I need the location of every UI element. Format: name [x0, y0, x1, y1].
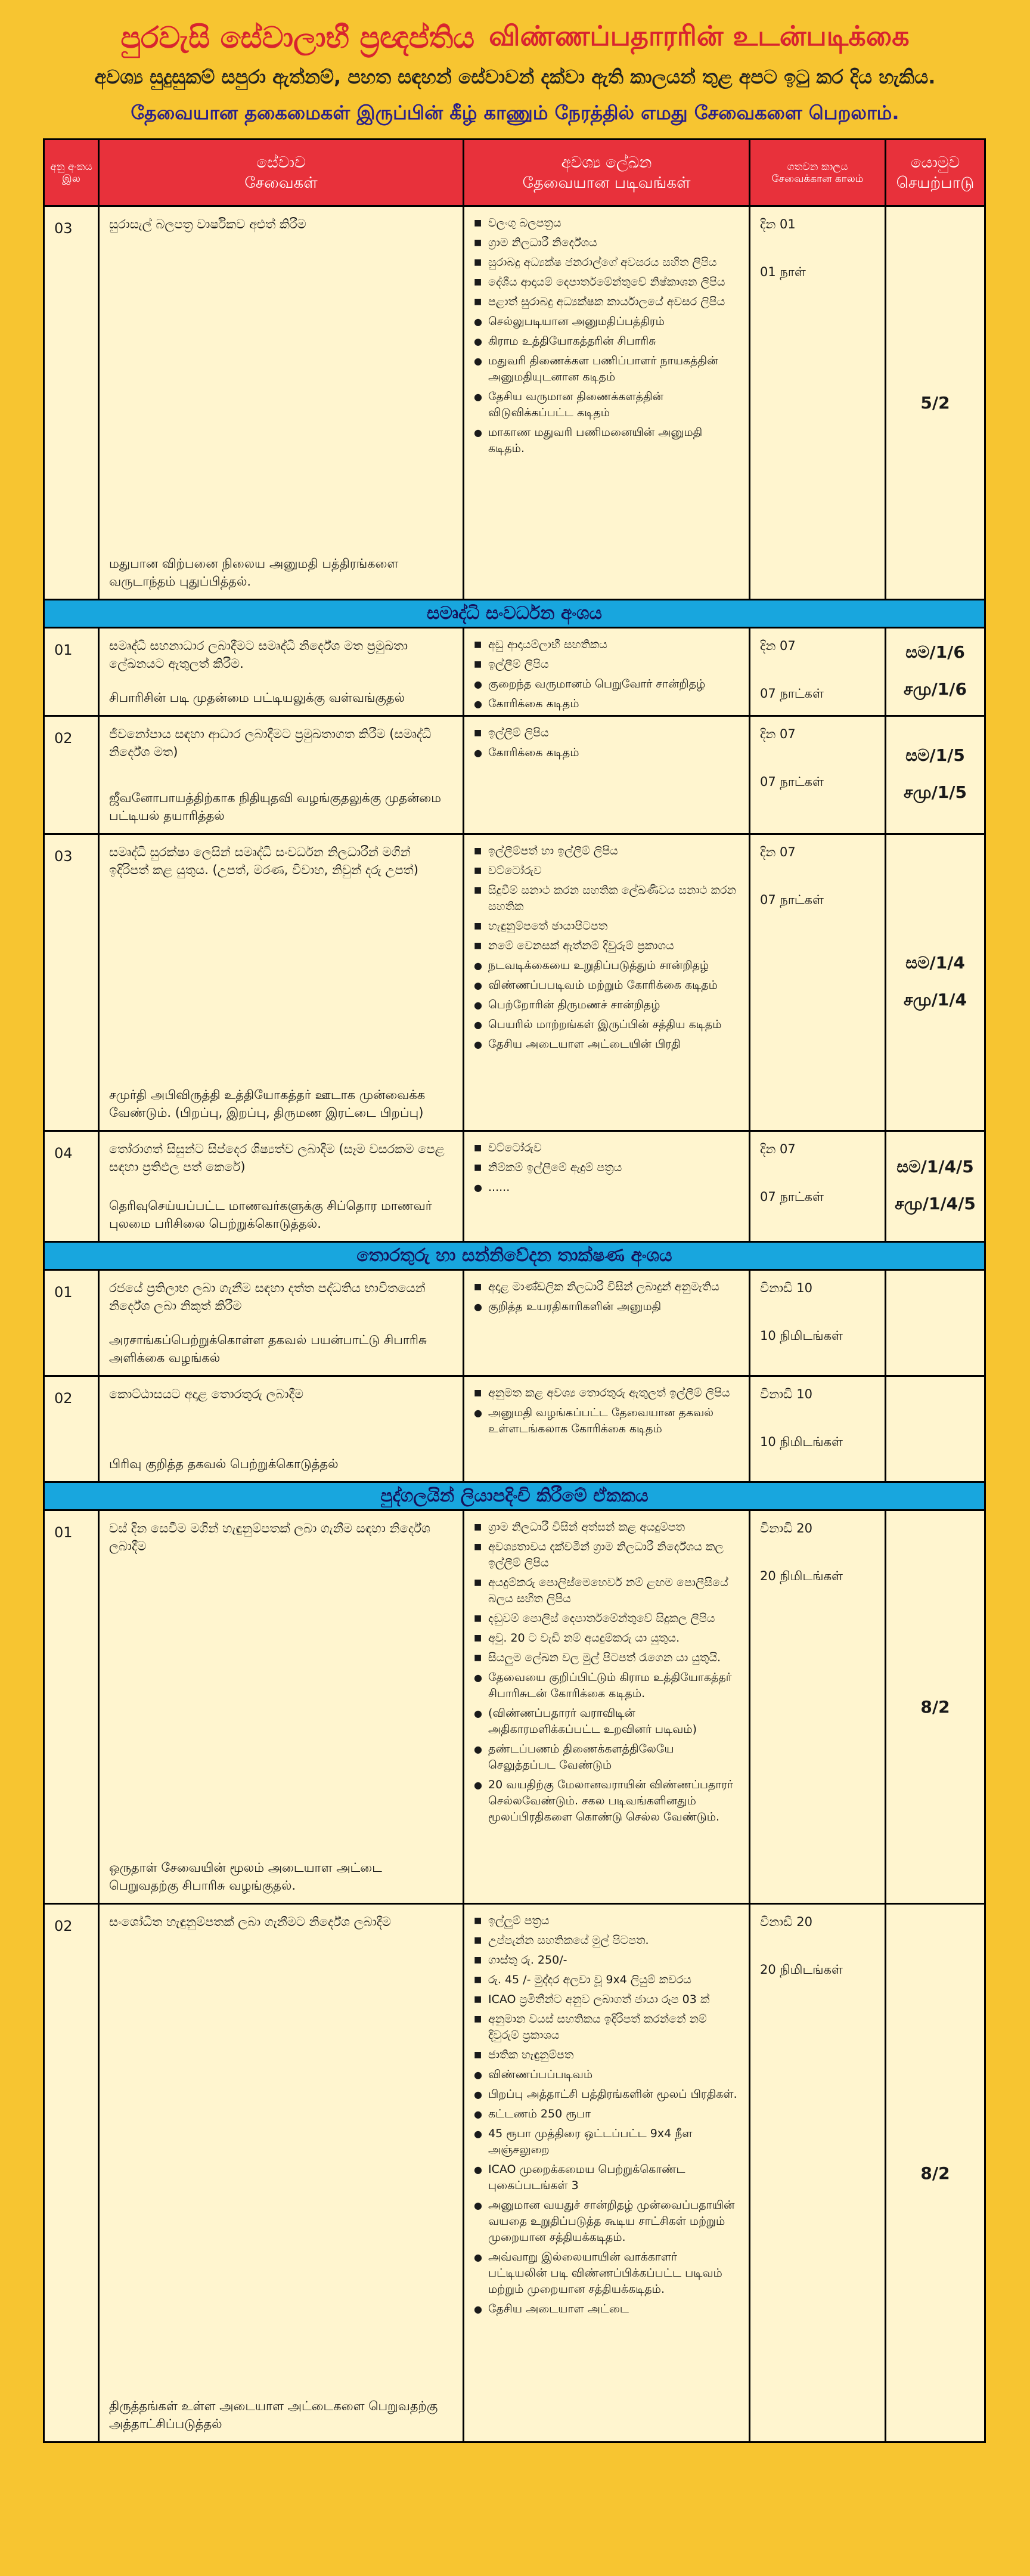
document-item-si: ■ ග්‍රාම නිලධාරී නිර්දේශය	[474, 235, 739, 251]
document-item-ta: ● 45 ரூபா முத்திரை ஒட்டப்பட்ட 9x4 நீள அஞ்சலுறை	[474, 2126, 739, 2158]
time-cell	[750, 1271, 886, 1375]
row-number: 01	[45, 1271, 100, 1375]
time-column	[760, 1519, 875, 1894]
documents-list	[474, 1385, 739, 1437]
table-row	[45, 1271, 984, 1377]
service-sinhala: සමෘද්ධි සහනාධාර ලබාදීමට සමෘද්ධි නිර්දේශ මත ප්‍රමුඛතා ලේඛනයට ඇතුලත් කිරීම.	[109, 639, 408, 671]
service-cell	[100, 628, 464, 715]
reference-code: சமு/1/6	[903, 679, 967, 699]
document-item-si: ■ ජාතික හැඳුනුම්පත	[474, 2047, 739, 2063]
document-item-si: ■ අවශ්‍යතාවය දක්වමින් ග්‍රාම නිලධාරී නිර්දේශය කල ඉල්ලීම් ලිපිය	[474, 1539, 739, 1571]
table-row	[45, 1132, 984, 1243]
table-row	[45, 835, 984, 1132]
intro-tamil: தேவையான தகைமைகள் இருப்பின் கீழ் காணும் நேரத்தில் எமது சேவைகளை பெறலாம்.	[131, 101, 899, 124]
service-sinhala: සංශෝධිත හැඳුනුම්පතක් ලබා ගැනීමට නිර්දේශ ලබාදීම	[109, 1915, 392, 1929]
document-item-si: ■ ගාස්තු රු. 250/-	[474, 1952, 739, 1968]
time-tamil: 07 நாட்கள்	[760, 1190, 824, 1204]
document-item-ta: ● கிராம உத்தியோகத்தரின் சிபாரிசு	[474, 333, 739, 349]
document-item-ta: ● விண்ணப்பபடிவம் மற்றும் கோரிக்கை கடிதம்	[474, 977, 739, 993]
documents-list	[474, 1913, 739, 2317]
document-item-ta: ● நடவடிக்கையை உறுதிப்படுத்தும் சான்றிதழ்	[474, 958, 739, 974]
document-item-si: ■ උප්පැන්න සහතිකයේ මුල් පිටපත.	[474, 1933, 739, 1949]
service-sinhala: තෝරාගත් සිසුන්ට සිප්දෙර ශිෂ්‍යත්ව ලබාදීම (සෑම වසරකම පෙළ සඳහා ප්‍රතිඵල පත් කෙරේ)	[109, 1142, 445, 1174]
time-column	[760, 637, 875, 707]
time-tamil: 20 நிமிடங்கள்	[760, 1569, 843, 1583]
service-tamil: அரசாங்கப்பெற்றுக்கொள்ள தகவல் பயன்பாட்டு சிபாரிசு அளிக்கை வழங்கல்	[109, 1333, 427, 1365]
documents-cell	[464, 835, 750, 1130]
header-time	[750, 140, 886, 205]
table-row	[45, 1905, 984, 2441]
document-item-si: ■ හැඳුනුම්පතේ ඡායාපිටපත	[474, 918, 739, 934]
header-service-ta: சேவைகள்	[244, 174, 318, 192]
reference-cell	[886, 1511, 984, 1903]
documents-list	[474, 725, 739, 761]
document-item-si: ■ අදාළ මාණ්ඩලික නිලධාරී විසින් ලබාදුන් අනුමැතිය	[474, 1279, 739, 1295]
time-tamil: 07 நாட்கள்	[760, 893, 824, 907]
documents-list	[474, 843, 739, 1052]
service-cell	[100, 717, 464, 833]
row-number: 02	[45, 717, 100, 833]
row-number: 01	[45, 628, 100, 715]
service-sinhala: සමෘද්ධි සුරක්ෂා ලෙසින් සමෘද්ධි සංවර්ධන නිලධාරීන් මගින් ඉදිරිපත් කළ යුතුය. (උපත්, මරණ, විවාහ, නිවුන් දරු උපත්)	[109, 845, 418, 877]
document-item-ta: ● தேவையை குறிப்பிட்டும் கிராம உத்தியோகத்தர் சிபாரிசுடன் கோரிக்கை கடிதம்.	[474, 1670, 739, 1702]
service-column	[109, 1385, 453, 1473]
service-cell	[100, 1511, 464, 1903]
time-sinhala: දින 07	[760, 727, 796, 741]
service-column	[109, 1519, 453, 1894]
document-item-ta: ● கட்டணம் 250 ரூபா	[474, 2106, 739, 2122]
document-item-ta: ● விண்ணப்பப்படிவம்	[474, 2067, 739, 2083]
table-row	[45, 1377, 984, 1483]
documents-list	[474, 1519, 739, 1825]
header-docs	[464, 140, 750, 205]
header-no-label: අනු අංකය இல	[50, 160, 92, 185]
time-column	[760, 215, 875, 590]
documents-cell	[464, 717, 750, 833]
document-item-si: ■ පළාත් සුරාබදු අධ්‍යක්ෂක කාර්යාලයේ අවසර ලිපිය	[474, 294, 739, 310]
service-sinhala: කොට්ඨාසයට අදාළ තොරතුරු ලබාදීම	[109, 1387, 304, 1401]
reference-cell	[886, 1377, 984, 1481]
row-number: 04	[45, 1132, 100, 1241]
reference-cell	[886, 1905, 984, 2441]
documents-list	[474, 1140, 739, 1196]
reference-code: சமு/1/4	[903, 990, 967, 1010]
intro-sinhala: අවශ්‍ය සුදුසුකම් සපුරා ඇත්නම්, පහත සඳහන් සේවාවන් දක්වා ඇති කාලයන් තුළ අපට ඉටු කර දිය හැකිය.	[94, 66, 936, 88]
document-item-si: ■ සුරාබදු අධ්‍යක්ෂ ජනරාල්ගේ අවසරය සහිත ලිපිය	[474, 255, 739, 271]
time-cell	[750, 717, 886, 833]
time-cell	[750, 835, 886, 1130]
header-ref-si: යොමුව	[910, 153, 960, 172]
header-docs-si: අවශ්‍ය ලේඛන	[561, 153, 652, 172]
row-number: 02	[45, 1905, 100, 2441]
document-item-ta: ● தேசிய அடையாள அட்டையின் பிரதி	[474, 1036, 739, 1052]
document-item-si: ■ වට්ටෝරුව	[474, 1140, 739, 1156]
service-column	[109, 1913, 453, 2433]
document-item-si: ■ ග්‍රාම නිලධාරී විසින් අත්සන් කළ අයදුම්පත	[474, 1519, 739, 1535]
document-item-ta: ● கோரிக்கை கடிதம்	[474, 696, 739, 712]
time-column	[760, 1385, 875, 1473]
document-item-ta: ● பெயரில் மாற்றங்கள் இருப்பின் சத்திய கடிதம்	[474, 1017, 739, 1033]
document-item-si: ■ අනුමාන වයස් සහතිකය ඉදිරිපත් කරන්නේ නම් දිවුරුම් ප්‍රකාශය	[474, 2011, 739, 2044]
section-title: පුද්ගලයින් ලියාපදිංචි කිරීමේ ඒකකය	[45, 1483, 984, 1511]
section-title: තොරතුරු හා සන්නිවේදන තාක්ෂණ අංශය	[45, 1243, 984, 1271]
document-item-si: ■ ICAO ප්‍රමිතීන්ට අනුව ලබාගත් ජායා රූප 03 ක්	[474, 1992, 739, 2008]
time-column	[760, 1913, 875, 2433]
time-cell	[750, 628, 886, 715]
row-number: 03	[45, 207, 100, 599]
document-item-ta: ● பிறப்பு அத்தாட்சி பத்திரங்களின் மூலப் பிரதிகள்.	[474, 2086, 739, 2103]
document-item-si: ■ නමේ වෙනසක් ඇත්නම් දිවුරුම් ප්‍රකාශය	[474, 938, 739, 954]
header-ref-ta: செயற்பாடு	[896, 174, 975, 192]
table-row	[45, 717, 984, 835]
reference-code: සම/1/4	[905, 953, 965, 973]
reference-code: சமு/1/5	[903, 782, 967, 802]
documents-list	[474, 215, 739, 457]
document-item-ta: ● 20 வயதிற்கு மேலானவராயின் விண்ணப்பதாரர் செல்லவேண்டும். சகல படிவங்களினதும் மூலப்பிரதிகளை கொண்டு செல்ல வேண்டும்.	[474, 1777, 739, 1825]
document-item-ta: ● மாகாண மதுவரி பணிமனையின் அனுமதி கடிதம்.	[474, 425, 739, 457]
document-item-si: ■ අනුමත කළ අවශ්‍ය තොරතුරු ඇතුලත් ඉල්ලීම් ලිපිය	[474, 1385, 739, 1401]
service-sinhala: වස් දින සෙවීම මගින් හැඳුනුම්පතක් ලබා ගැනීම සඳහා නිර්දේශ ලබාදීම	[109, 1521, 430, 1553]
document-item-si: ■ සිදුවීම් සනාථ කරන සහතික ලේඛණිවය සනාථ කරන සහතික	[474, 883, 739, 915]
document-item-si: ■ අයදුම්කරු පොලිස්මෙහෙවර් නම් ළඟම පොලීසියේ බලය සහිත ලිපිය	[474, 1575, 739, 1607]
service-sinhala: ජීවනෝපාය සඳහා ආධාර ලබාදීමට ප්‍රමුඛතාගත කිරීම (සමෘද්ධි නිර්දේශ මත)	[109, 727, 432, 759]
document-item-si: ■ අවු. 20 ට වැඩි නම් අයදුම්කරු යා යුතුය.	[474, 1630, 739, 1646]
reference-cell	[886, 717, 984, 833]
time-cell	[750, 1377, 886, 1481]
header-ref	[886, 140, 984, 205]
service-column	[109, 843, 453, 1122]
time-sinhala: දින 01	[760, 217, 796, 231]
reference-code: 8/2	[920, 2163, 950, 2183]
title-sinhala: පුරවැසි සේවාලාභී ප්‍රඥප්තිය	[120, 20, 475, 55]
document-item-si: ■ අඩු ආදායම්ලාභී සහතිකය	[474, 637, 739, 653]
document-item-ta: ● பெற்றோரின் திருமணச் சான்றிதழ்	[474, 997, 739, 1013]
service-tamil: பிரிவு குறித்த தகவல் பெற்றுக்கொடுத்தல்	[109, 1457, 339, 1471]
document-item-ta: ● மதுவரி திணைக்கள பணிப்பாளர் நாயகத்தின் அனுமதியுடனான கடிதம்	[474, 353, 739, 385]
documents-cell	[464, 1132, 750, 1241]
reference-code: 8/2	[920, 1697, 950, 1717]
documents-cell	[464, 1271, 750, 1375]
header-no	[45, 140, 100, 205]
header-time-si: ගතවන කාලය	[787, 160, 848, 173]
service-cell	[100, 1132, 464, 1241]
document-item-si: ■ සියලුම ලේඛන වල මුල් පිටපත් රැගෙන යා යුතුයි.	[474, 1650, 739, 1666]
reference-code: සම/1/4/5	[896, 1157, 974, 1176]
service-cell	[100, 1271, 464, 1375]
reference-cell	[886, 1271, 984, 1375]
document-item-ta: ● தேசிய அடையாள அட்டை	[474, 2301, 739, 2317]
document-item-si: ■ ඉල්ලීම්පත් හා ඉල්ලීම් ලිපිය	[474, 843, 739, 859]
service-column	[109, 725, 453, 825]
service-cell	[100, 1905, 464, 2441]
page-title	[36, 17, 994, 58]
document-item-ta: ● குறித்த உயரதிகாரிகளின் அனுமதி	[474, 1299, 739, 1315]
documents-cell	[464, 1377, 750, 1481]
documents-list	[474, 1279, 739, 1315]
service-cell	[100, 835, 464, 1130]
document-item-si: ■ වට්ටෝරුව	[474, 863, 739, 879]
documents-cell	[464, 1511, 750, 1903]
time-sinhala: විනාඩි 10	[760, 1281, 813, 1295]
reference-code: සම/1/6	[905, 642, 965, 662]
reference-code: 5/2	[920, 393, 950, 413]
document-item-si: ■ දේශීය ආදායම් දෙපාර්තමේන්තුවේ නිෂ්කාශන ලිපිය	[474, 274, 739, 290]
document-item-ta: ● ......	[474, 1179, 739, 1196]
document-item-si: ■ ඉල්ලීම් ලිපිය	[474, 657, 739, 673]
document-item-ta: ● அனுமான வயதுச் சான்றிதழ் முன்வைப்பதாயின் வயதை உறுதிப்படுத்த கூடிய சாட்சிகள் மற்றும் முறையான சத்தியக்கடிதம்.	[474, 2197, 739, 2246]
time-column	[760, 843, 875, 1122]
service-tamil: தெரிவுசெய்யப்பட்ட மாணவர்களுக்கு சிப்தொர மாணவர் புலமை பரிசிலை பெற்றுக்கொடுத்தல்.	[109, 1199, 432, 1231]
service-cell	[100, 1377, 464, 1481]
document-item-ta: ● (விண்ணப்பதாரர் வராவிடின் அதிகாரமளிக்கப்பட்ட உறவினர் படிவம்)	[474, 1705, 739, 1738]
time-sinhala: දින 07	[760, 845, 796, 859]
section-title: සමෘද්ධි සංවර්ධන අංශය	[45, 600, 984, 628]
time-cell	[750, 207, 886, 599]
service-tamil: ஜீவனோபாயத்திற்காக நிதியுதவி வழங்குதலுக்கு முதன்மை பட்டியல் தயாரித்தல்	[109, 791, 442, 823]
time-cell	[750, 1905, 886, 2441]
time-tamil: 01 நாள்	[760, 265, 806, 279]
document-item-ta: ● தேசிய வருமான திணைக்களத்தின் விடுவிக்கப்பட்ட கடிதம்	[474, 389, 739, 421]
table-header	[45, 140, 984, 207]
title-tamil: விண்ணப்பதாரரின் உடன்படிக்கை	[489, 19, 910, 52]
service-tamil: சிபாரிசின் படி முதன்மை பட்டியலுக்கு வள்வங்குதல்	[109, 691, 405, 705]
document-item-si: ■ රු. 45 /- මුද්දර අලවා වූ 9x4 ලියුම් කවරය	[474, 1972, 739, 1988]
time-sinhala: විනාඩි 20	[760, 1521, 813, 1535]
reference-code: சமு/1/4/5	[895, 1194, 976, 1213]
reference-cell	[886, 835, 984, 1130]
time-sinhala: දින 07	[760, 639, 796, 653]
time-tamil: 07 நாட்கள்	[760, 686, 824, 701]
charter-table	[43, 138, 986, 2443]
document-item-ta: ● குறைந்த வருமானம் பெறுவோர் சான்றிதழ்	[474, 676, 739, 692]
table-row	[45, 207, 984, 600]
time-column	[760, 725, 875, 825]
time-cell	[750, 1511, 886, 1903]
reference-cell	[886, 628, 984, 715]
document-item-si: ■ ඉල්ලුම් පත්‍රය	[474, 1913, 739, 1929]
time-column	[760, 1279, 875, 1367]
service-column	[109, 1140, 453, 1233]
header-service	[100, 140, 464, 205]
header-service-si: සේවාව	[256, 153, 306, 172]
service-tamil: மதுபான விற்பனை நிலைய அனுமதி பத்திரங்களை வருடாந்தம் புதுப்பித்தல்.	[109, 556, 399, 589]
document-item-ta: ● அவ்வாறு இல்லையாயின் வாக்காளர் பட்டியலின் படி விண்ணப்பிக்கப்பட்ட படிவம் மற்றும் முறையான சத்தியக்கடிதம்.	[474, 2249, 739, 2298]
document-item-si: ■ නිම්කම් ඉල්ලීමේ ඇදුම් පත්‍රය	[474, 1160, 739, 1176]
header-docs-ta: தேவையான படிவங்கள்	[522, 174, 691, 192]
row-number: 03	[45, 835, 100, 1130]
time-tamil: 07 நாட்கள்	[760, 775, 824, 789]
reference-code: සම/1/5	[905, 745, 965, 765]
documents-cell	[464, 1905, 750, 2441]
service-sinhala: සුරාසැල් බලපත්‍ර වාර්ෂිකව අළුත් කිරීම	[109, 217, 306, 231]
document-item-si: ■ ඉල්ලීම් ලිපිය	[474, 725, 739, 741]
document-item-ta: ● கோரிக்கை கடிதம்	[474, 745, 739, 761]
documents-cell	[464, 628, 750, 715]
table-row	[45, 628, 984, 717]
row-number: 01	[45, 1511, 100, 1903]
reference-cell	[886, 207, 984, 599]
service-tamil: திருத்தங்கள் உள்ள அடையாள அட்டைகளை பெறுவதற்கு அத்தாட்சிப்படுத்தல்	[109, 2399, 438, 2431]
time-sinhala: දින 07	[760, 1142, 796, 1156]
document-item-ta: ● செல்லுபடியான அனுமதிப்பத்திரம்	[474, 314, 739, 330]
document-item-ta: ● ICAO முறைக்கமைய பெற்றுக்கொண்ட புகைப்படங்கள் 3	[474, 2162, 739, 2194]
service-tamil: ஒருதாள் சேவையின் மூலம் அடையாள அட்டை பெறுவதற்கு சிபாரிசு வழங்குதல்.	[109, 1860, 382, 1893]
service-tamil: சமுர்தி அபிவிருத்தி உத்தியோகத்தர் ஊடாக முன்வைக்க வேண்டும். (பிறப்பு, இறப்பு, திருமண இரட்டை பிறப்பு)	[109, 1088, 426, 1120]
header-time-ta: சேவைக்கான காலம்	[771, 172, 864, 185]
document-item-ta: ● அனுமதி வழங்கப்பட்ட தேவையான தகவல் உள்ளடங்கலாக கோரிக்கை கடிதம்	[474, 1405, 739, 1437]
reference-cell	[886, 1132, 984, 1241]
document-item-si: ■ දඬුවම් පොලිස් දෙපාර්තමේන්තුවේ සිදුකල ලිපිය	[474, 1611, 739, 1627]
service-column	[109, 637, 453, 707]
service-sinhala: රජයේ ප්‍රතිලාභ ලබා ගැනීම සඳහා දත්ත පද්ධතිය භාවිතයෙන් නිර්දේශ ලබා නිකුත් කිරීම	[109, 1281, 426, 1313]
time-tamil: 20 நிமிடங்கள்	[760, 1962, 843, 1977]
document-item-si: ■ වලංගු බලපත්‍රය	[474, 215, 739, 231]
service-column	[109, 215, 453, 590]
time-cell	[750, 1132, 886, 1241]
row-number: 02	[45, 1377, 100, 1481]
time-tamil: 10 நிமிடங்கள்	[760, 1435, 843, 1449]
documents-list	[474, 637, 739, 712]
documents-cell	[464, 207, 750, 599]
time-column	[760, 1140, 875, 1233]
document-item-ta: ● தண்டப்பணம் திணைக்களத்திலேயே செலுத்தப்பட வேண்டும்	[474, 1741, 739, 1773]
service-cell	[100, 207, 464, 599]
time-sinhala: විනාඩි 10	[760, 1387, 813, 1401]
table-row	[45, 1511, 984, 1905]
time-tamil: 10 நிமிடங்கள்	[760, 1329, 843, 1343]
service-column	[109, 1279, 453, 1367]
time-sinhala: විනාඩි 20	[760, 1915, 813, 1929]
